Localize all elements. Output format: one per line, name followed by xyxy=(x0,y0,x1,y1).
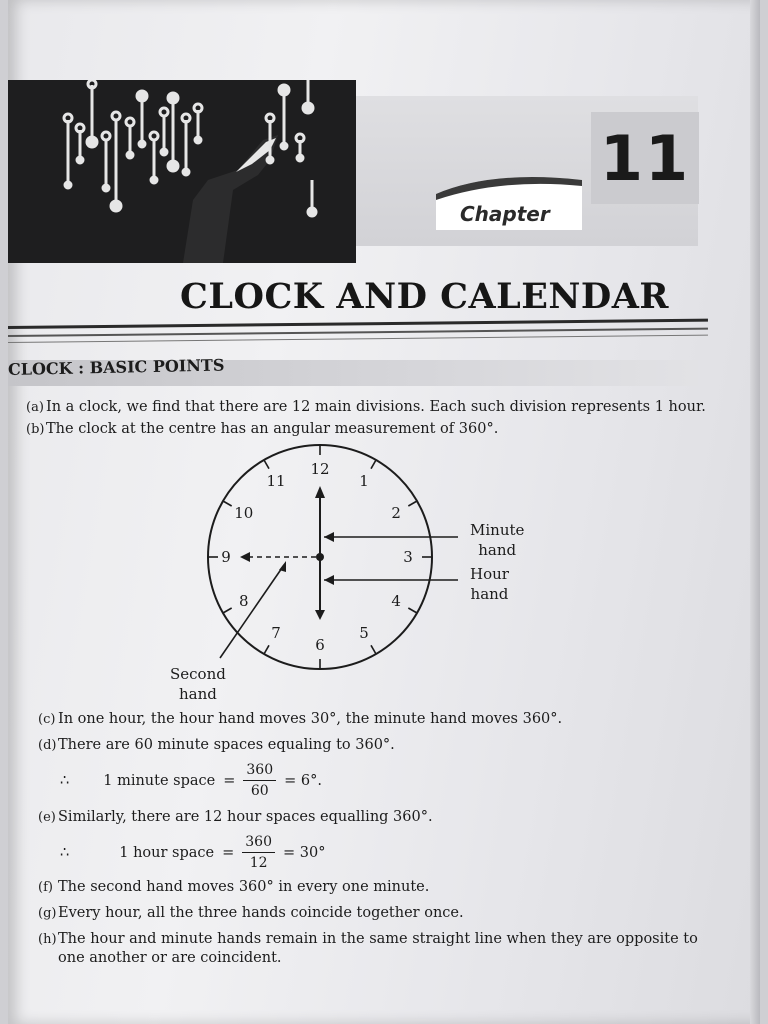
clock-diagram xyxy=(158,440,538,714)
point-text: The hour and minute hands remain in the same straight line when they are opposite to one another or are coincident. xyxy=(58,931,698,966)
point-marker: (f) xyxy=(38,880,53,895)
point-marker: (h) xyxy=(38,932,57,947)
textbook-page xyxy=(8,0,760,1024)
clock-tick xyxy=(223,608,232,613)
second-hand-line xyxy=(220,565,284,658)
second-hand-label: Second hand xyxy=(170,665,226,703)
minute-hand-arrowhead xyxy=(315,486,325,498)
chapter-number: 11 xyxy=(599,121,691,195)
clock-tick xyxy=(264,645,269,654)
clock-numeral: 1 xyxy=(359,471,369,490)
clock-numeral: 10 xyxy=(234,504,254,522)
title-rule xyxy=(8,319,708,329)
clock-numeral: 7 xyxy=(271,624,281,643)
clock-tick xyxy=(223,501,232,506)
point-h xyxy=(38,930,718,968)
clock-numeral: 5 xyxy=(359,624,369,643)
dashed-arrowhead xyxy=(240,552,250,562)
formula-equals: = xyxy=(222,844,235,861)
point-marker: (e) xyxy=(38,810,56,825)
minute-hand-label: Minute hand xyxy=(470,521,525,559)
point-f xyxy=(38,878,429,897)
clock-tick xyxy=(408,608,417,613)
formula-fraction: $\frac{360}{60}$ xyxy=(243,762,276,799)
clock-numeral: 4 xyxy=(391,592,401,610)
title-rule xyxy=(8,335,708,343)
clock-tick xyxy=(264,460,269,469)
point-a xyxy=(26,398,706,417)
clock-numeral: 3 xyxy=(403,548,413,566)
formula-hour-space xyxy=(60,834,325,871)
clock-tick xyxy=(371,460,376,469)
point-text: The second hand moves 360° in every one minute. xyxy=(58,879,430,895)
formula-rhs: = 30° xyxy=(282,844,326,861)
formula-equals: = xyxy=(223,772,236,789)
point-marker: (b) xyxy=(26,422,45,437)
point-e xyxy=(38,808,433,827)
formula-lhs: 1 hour space xyxy=(119,844,215,861)
formula-fraction: $\frac{360}{12}$ xyxy=(242,834,275,871)
formula-rhs: = 6°. xyxy=(284,772,322,789)
point-marker: (c) xyxy=(38,712,56,727)
clock-tick xyxy=(408,501,417,506)
clock-numeral: 11 xyxy=(266,471,286,490)
point-text: There are 60 minute spaces equaling to 360°. xyxy=(58,737,395,753)
clock-centre xyxy=(316,553,324,561)
formula-minute-space xyxy=(60,762,322,799)
clock-numeral: 8 xyxy=(239,592,249,610)
clock-numeral: 9 xyxy=(221,548,231,566)
point-text: Similarly, there are 12 hour spaces equalling 360°. xyxy=(58,809,433,825)
formula-lhs: 1 minute space xyxy=(103,772,216,789)
chapter-title: CLOCK AND CALENDAR xyxy=(180,276,669,317)
point-d xyxy=(38,736,395,755)
clock-numeral: 12 xyxy=(310,460,330,478)
chapter-label: Chapter xyxy=(460,202,550,226)
point-text: Every hour, all the three hands coincide together once. xyxy=(58,905,464,921)
page-edge xyxy=(750,0,760,1024)
clock-numeral: 6 xyxy=(315,636,325,654)
point-c xyxy=(38,710,562,729)
hour-hand-arrowhead xyxy=(315,610,325,620)
clock-tick xyxy=(371,645,376,654)
chapter-number-box xyxy=(591,112,699,204)
point-b xyxy=(26,420,498,439)
point-text: In one hour, the hour hand moves 30°, the minute hand moves 360°. xyxy=(58,711,563,727)
point-marker: (a) xyxy=(26,400,44,415)
point-marker: (d) xyxy=(38,738,57,753)
therefore-symbol: ∴ xyxy=(60,844,70,861)
point-g xyxy=(38,904,464,923)
section-heading: CLOCK : BASIC POINTS xyxy=(8,355,225,379)
point-marker: (g) xyxy=(38,906,57,921)
point-text: In a clock, we find that there are 12 main divisions. Each such division represents 1 hour. xyxy=(46,399,706,415)
clock-numeral: 2 xyxy=(391,504,401,522)
hanging-clock-hands-illustration xyxy=(8,80,356,263)
point-text: The clock at the centre has an angular measurement of 360°. xyxy=(46,421,499,437)
chapter-banner-image xyxy=(8,80,356,263)
therefore-symbol: ∴ xyxy=(60,772,70,789)
hour-hand-label: Hour hand xyxy=(470,565,509,603)
